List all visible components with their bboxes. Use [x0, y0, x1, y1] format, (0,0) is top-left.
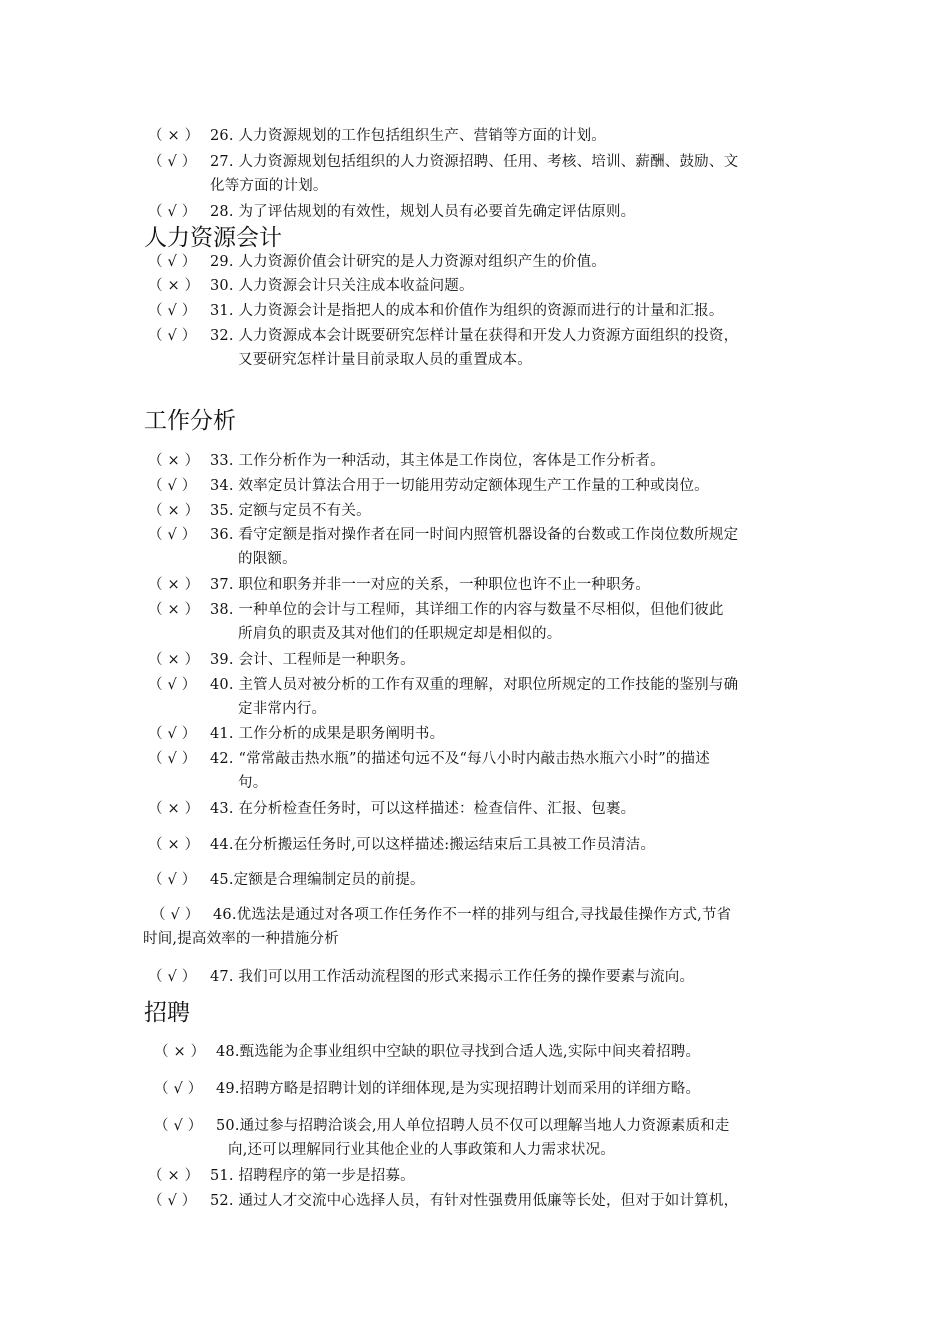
- item-text-continuation: 化等方面的计划。: [210, 178, 328, 194]
- list-item: [148, 965, 816, 989]
- item-text-continuation: 时间,提高效率的一种措施分析: [143, 931, 339, 947]
- answer-mark: （ √ ）: [148, 1193, 197, 1209]
- item-text-continuation: 定非常内行。: [238, 701, 327, 717]
- item-text: 36. 看守定额是指对操作者在同一时间内照管机器设备的台数或工作岗位数所规定: [210, 527, 739, 543]
- list-item: [148, 573, 816, 597]
- item-text: 48.甄选能为企事业组织中空缺的职位寻找到合适人选,实际中间夹着招聘。: [216, 1044, 701, 1060]
- answer-mark: （ √ ）: [148, 872, 197, 888]
- list-item: [148, 124, 816, 148]
- item-text: 51. 招聘程序的第一步是招募。: [210, 1168, 415, 1184]
- answer-mark: （ × ）: [148, 1168, 200, 1184]
- list-item: [148, 274, 816, 298]
- item-text: 47. 我们可以用工作活动流程图的形式来揭示工作任务的操作要素与流向。: [210, 969, 695, 985]
- list-item: [148, 523, 816, 567]
- item-text-continuation: 所肩负的职责及其对他们的任职规定却是相似的。: [238, 626, 562, 642]
- list-item: [148, 598, 816, 642]
- section-title: 招聘: [144, 1000, 190, 1026]
- section-title: 工作分析: [144, 408, 236, 434]
- item-text-continuation: 向,还可以理解同行业其他企业的人事政策和人力需求状况。: [228, 1142, 616, 1158]
- answer-mark: （ × ）: [154, 1044, 206, 1060]
- list-item: [148, 722, 816, 746]
- item-text: 45.定额是合理编制定员的前提。: [210, 872, 425, 888]
- item-text: 32. 人力资源成本会计既要研究怎样计量在获得和开发人力资源方面组织的投资，: [210, 328, 739, 344]
- answer-mark: （ √ ）: [154, 1118, 203, 1134]
- list-item: [148, 449, 816, 473]
- item-text: 29. 人力资源价值会计研究的是人力资源对组织产生的价值。: [210, 254, 606, 270]
- item-text: 39. 会计、工程师是一种职务。: [210, 652, 415, 668]
- item-text: 38. 一种单位的会计与工程师，其详细工作的内容与数量不尽相似，但他们彼此: [210, 602, 724, 618]
- list-item: [148, 648, 816, 672]
- item-text: 42. “常常敲击热水瓶”的描述句远不及“每八小时内敲击热水瓶六小时”的描述: [210, 751, 710, 767]
- item-text: 43. 在分析检查任务时，可以这样描述：检查信件、汇报、包裹。: [210, 801, 636, 817]
- list-item: [148, 1164, 816, 1188]
- item-text: 26. 人力资源规划的工作包括组织生产、营销等方面的计划。: [210, 128, 606, 144]
- list-item: [148, 747, 816, 791]
- item-text-continuation: 句。: [238, 775, 268, 791]
- item-text: 35. 定额与定员不有关。: [210, 503, 371, 519]
- list-item: [148, 868, 816, 892]
- answer-mark: （ × ）: [148, 278, 200, 294]
- item-text: 41. 工作分析的成果是职务阐明书。: [210, 726, 445, 742]
- list-item: [148, 200, 816, 224]
- answer-mark: （ √ ）: [148, 677, 197, 693]
- answer-mark: （ √ ）: [148, 478, 197, 494]
- list-item: [148, 324, 816, 368]
- item-text: 46.优选法是通过对各项工作任务作不一样的排列与组合,寻找最佳操作方式,节省: [213, 907, 732, 923]
- section-title: 人力资源会计: [144, 225, 282, 251]
- item-text-continuation: 的限额。: [238, 551, 297, 567]
- item-text-continuation: 又要研究怎样计量目前录取人员的重置成本。: [238, 352, 532, 368]
- item-text: 33. 工作分析作为一种活动，其主体是工作岗位，客体是工作分析者。: [210, 453, 665, 469]
- answer-mark: （ √ ）: [148, 969, 197, 985]
- answer-mark: （ × ）: [148, 602, 200, 618]
- answer-mark: （ × ）: [148, 503, 200, 519]
- list-item: [154, 1114, 822, 1158]
- list-item: [148, 499, 816, 523]
- answer-mark: （ √ ）: [151, 907, 200, 923]
- item-text: 50.通过参与招聘洽谈会,用人单位招聘人员不仅可以理解当地人力资源素质和走: [216, 1118, 730, 1134]
- list-item: [148, 797, 816, 821]
- item-text: 27. 人力资源规划包括组织的人力资源招聘、任用、考核、培训、薪酬、鼓励、文: [210, 154, 739, 170]
- answer-mark: （ × ）: [148, 453, 200, 469]
- item-text: 44.在分析搬运任务时,可以这样描述:搬运结束后工具被工作员清洁。: [210, 837, 656, 853]
- item-text: 28. 为了评估规划的有效性，规划人员有必要首先确定评估原则。: [210, 204, 636, 220]
- list-item: [143, 903, 819, 947]
- list-item: [154, 1040, 822, 1064]
- answer-mark: （ × ）: [148, 837, 200, 853]
- item-text: 52. 通过人才交流中心选择人员，有针对性强费用低廉等长处，但对于如计算机，: [210, 1193, 739, 1209]
- item-text: 34. 效率定员计算法合用于一切能用劳动定额体现生产工作量的工种或岗位。: [210, 478, 709, 494]
- answer-mark: （ √ ）: [148, 751, 197, 767]
- answer-mark: （ √ ）: [148, 204, 197, 220]
- answer-mark: （ √ ）: [148, 303, 197, 319]
- answer-mark: （ √ ）: [148, 527, 197, 543]
- list-item: [148, 250, 816, 274]
- answer-mark: （ √ ）: [148, 726, 197, 742]
- list-item: [148, 299, 816, 323]
- item-text: 40. 主管人员对被分析的工作有双重的理解，对职位所规定的工作技能的鉴别与确: [210, 677, 739, 693]
- answer-mark: （ √ ）: [148, 328, 197, 344]
- list-item: [148, 1189, 816, 1213]
- answer-mark: （ × ）: [148, 128, 200, 144]
- answer-mark: （ × ）: [148, 652, 200, 668]
- list-item: [148, 150, 816, 194]
- answer-mark: （ √ ）: [148, 254, 197, 270]
- list-item: [148, 673, 816, 717]
- answer-mark: （ √ ）: [154, 1081, 203, 1097]
- item-text: 49.招聘方略是招聘计划的详细体现,是为实现招聘计划而采用的详细方略。: [216, 1081, 701, 1097]
- item-text: 37. 职位和职务并非一一对应的关系，一种职位也许不止一种职务。: [210, 577, 651, 593]
- answer-mark: （ × ）: [148, 801, 200, 817]
- list-item: [148, 833, 816, 857]
- list-item: [148, 474, 816, 498]
- answer-mark: （ √ ）: [148, 154, 197, 170]
- list-item: [154, 1077, 822, 1101]
- answer-mark: （ × ）: [148, 577, 200, 593]
- item-text: 30. 人力资源会计只关注成本收益问题。: [210, 278, 474, 294]
- item-text: 31. 人力资源会计是指把人的成本和价值作为组织的资源而进行的计量和汇报。: [210, 303, 724, 319]
